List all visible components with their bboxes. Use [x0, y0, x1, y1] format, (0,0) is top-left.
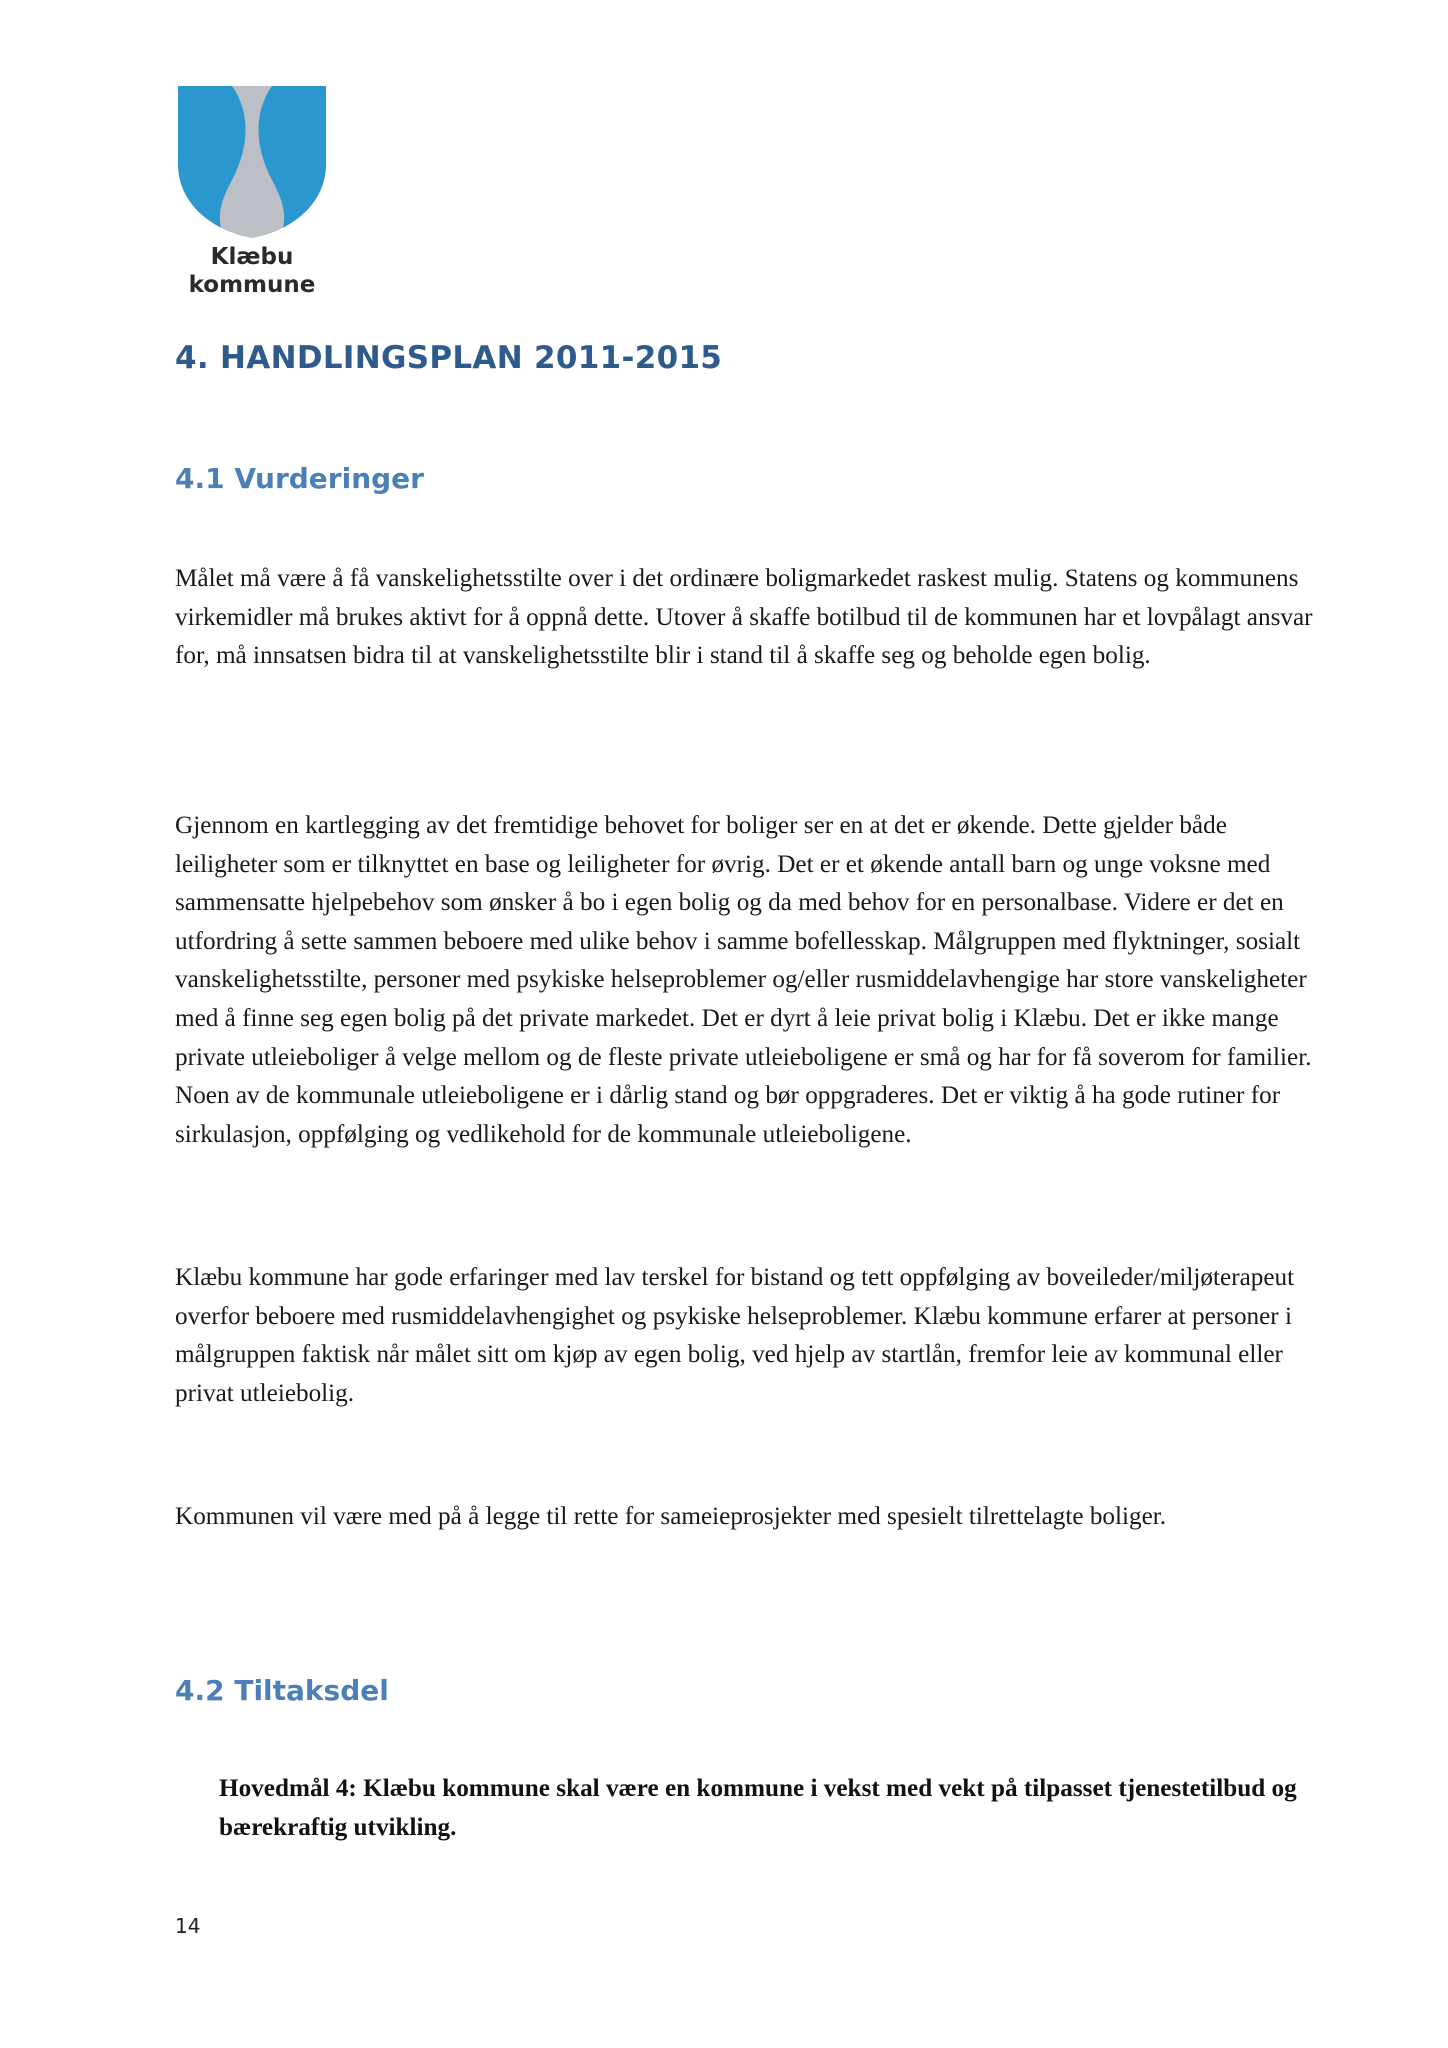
paragraph-1: Målet må være å få vanskelighetsstilte over i det ordinære boligmarkedet raskest mulig. Statens og kommunens virkemidler må brukes aktivt for å oppnå dette. Utover å skaffe botilbud til de kommunen har et lovpålagt ansvar for, må innsatsen bidra til at vanskelighetsstilte blir i stand til å skaffe seg og beholde egen bolig.	[175, 565, 1313, 670]
section-heading-vurderinger: 4.1 Vurderinger	[175, 462, 424, 495]
municipality-logo	[176, 86, 328, 304]
section-heading-tiltaksdel: 4.2 Tiltaksdel	[175, 1674, 389, 1707]
logo-text-line2: kommune	[188, 272, 316, 298]
chapter-heading: 4. HANDLINGSPLAN 2011-2015	[175, 340, 723, 376]
main-goal-text: Hovedmål 4: Klæbu kommune skal være en kommune i vekst med vekt på tilpasset tjenestetilbud og bærekraftig utvikling.	[219, 1775, 1297, 1841]
paragraph-4: Kommunen vil være med på å legge til rette for sameieprosjekter med spesielt tilrettelagte boliger.	[175, 1503, 1167, 1530]
page-number: 14	[175, 1914, 201, 1938]
paragraph-2: Gjennom en kartlegging av det fremtidige behovet for boliger ser en at det er økende. Dette gjelder både leiligheter som er tilknyttet en base og leiligheter for øvrig. Det er et økende antall barn og unge voksne med sammensatte hjelpebehov som ønsker å bo i egen bolig og da med behov for en personalbase. Videre er det en utfordring å sette sammen beboere med ulike behov i samme bofellesskap. Målgruppen med flyktninger, sosialt vanskelighetsstilte, personer med psykiske helseproblemer og/eller rusmiddelavhengige har store vanskeligheter med å finne seg egen bolig på det private markedet. Det er dyrt å leie privat bolig i Klæbu. Det er ikke mange private utleieboliger å velge mellom og de fleste private utleieboligene er små og har for få soverom for familier. Noen av de kommunale utleieboligene er i dårlig stand og bør oppgraderes. Det er viktig å ha gode rutiner for sirkulasjon, oppfølging og vedlikehold for de kommunale utleieboligene.	[175, 812, 1312, 1148]
coat-of-arms-icon	[176, 86, 328, 238]
logo-text-line1: Klæbu	[210, 244, 294, 270]
paragraph-3: Klæbu kommune har gode erfaringer med lav terskel for bistand og tett oppfølging av boveileder/miljøterapeut overfor beboere med rusmiddelavhengighet og psykiske helseproblemer. Klæbu kommune erfarer at personer i målgruppen faktisk når målet sitt om kjøp av egen bolig, ved hjelp av startlån, fremfor leie av kommunal eller privat utleiebolig.	[175, 1264, 1295, 1407]
